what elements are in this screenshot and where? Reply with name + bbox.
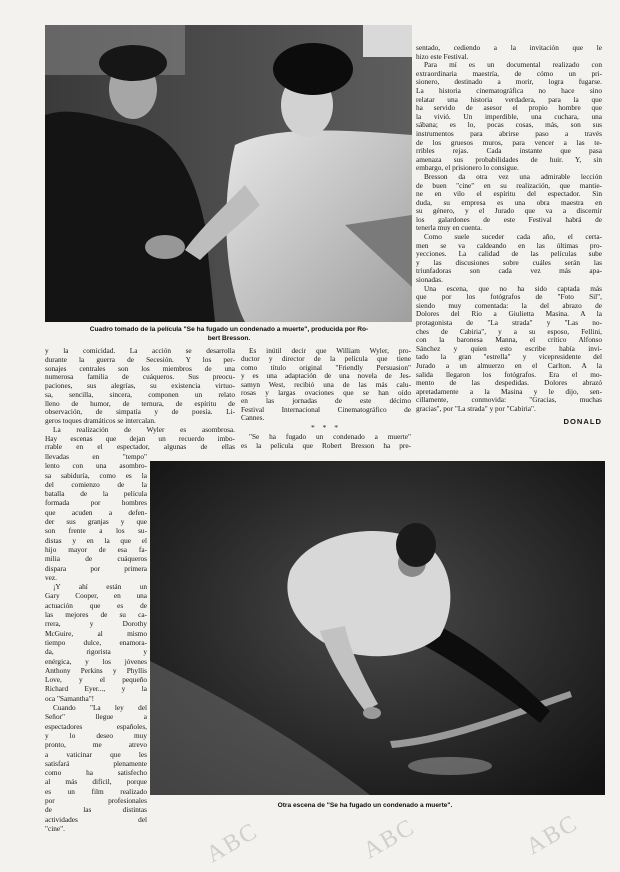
text-line: Bresson da otra vez una admirable lección bbox=[424, 172, 602, 181]
text-line: las mejores de su ca- bbox=[45, 610, 147, 620]
text-line: satisfará plenamente bbox=[45, 758, 147, 768]
paragraph bbox=[416, 233, 602, 285]
text-line: Cannes. bbox=[241, 414, 265, 423]
text-line: milia de cuáqueros bbox=[45, 554, 147, 564]
text-line: extraordinaria maestría, de cómo un pri- bbox=[416, 69, 602, 78]
text-line: son frente a los su- bbox=[45, 526, 147, 536]
text-line: espectadores españoles, bbox=[45, 721, 147, 731]
text-line: Una escena, que no ha sido captada más bbox=[424, 284, 602, 293]
text-line: la vivió. Un imperdible, una cuchara, una bbox=[416, 112, 602, 121]
paragraph bbox=[45, 703, 147, 833]
text-line: sionero, destinado a morir, logra fugarse. bbox=[416, 78, 602, 87]
text-line: a vaticinar que les bbox=[45, 749, 147, 759]
text-line: McGuire, al mismo bbox=[45, 628, 147, 638]
text-line: sionadas. bbox=[416, 276, 443, 285]
text-line: ¡Y ahí están un bbox=[53, 582, 147, 592]
text-line: cillamente, conmovida: "Gracias, muchas bbox=[416, 396, 602, 405]
text-line: samyn West, recibió una de las más calu- bbox=[241, 380, 411, 389]
text-line: pronto, me atrevo bbox=[45, 740, 147, 750]
text-line: La realización de Wyler es asombrosa. bbox=[53, 425, 235, 434]
text-line: Hay escenas que dejan un recuerdo imbo- bbox=[45, 434, 235, 443]
right-man-hair bbox=[273, 43, 353, 95]
text-line: paciones, sus alegrías, su existencia virtuo- bbox=[45, 382, 235, 390]
section-separator: * * * bbox=[311, 423, 341, 432]
text-line: como título original "Friendly Persuasion" bbox=[241, 363, 411, 372]
text-line: men se va caldeando en las últimas pro- bbox=[416, 241, 602, 250]
text-line: hijo mayor de esa fa- bbox=[45, 544, 147, 554]
paragraph bbox=[241, 433, 411, 450]
top-photo-caption bbox=[48, 325, 410, 343]
caption-line: bert Bresson. bbox=[207, 335, 251, 342]
text-line: Festival Internacional Cinematográfico de bbox=[241, 405, 411, 414]
text-line: Como suele suceder cada año, el certa- bbox=[424, 233, 602, 242]
left-man-hands bbox=[145, 235, 185, 259]
middle-column-text bbox=[241, 347, 411, 423]
text-line: sa sabiduría, como es la bbox=[45, 470, 147, 480]
text-line: Anthony Perkins y Phyllis bbox=[45, 665, 147, 675]
text-line: durante la guerra de Secesión. Y los per- bbox=[45, 355, 235, 364]
text-line: oca "Samantha"! bbox=[45, 693, 95, 703]
top-film-still-photo bbox=[45, 25, 412, 322]
text-line: Señor" llegue a bbox=[45, 712, 147, 722]
text-line: de los gruesos muros, para vencer a las te- bbox=[416, 138, 602, 147]
text-line: tado la gran "estrella" y vicepresidente del bbox=[416, 353, 602, 362]
text-line: da, rigorista y bbox=[45, 647, 147, 657]
text-line: y es una adaptación de una novela de Jes- bbox=[241, 372, 411, 381]
text-line: Dolores del Río a Giulietta Masina. A la bbox=[416, 310, 602, 319]
text-line: siendo muy comentada: la del abrazo de bbox=[416, 301, 602, 310]
text-line: rribles rejas. Cada instante que pasa bbox=[416, 147, 602, 156]
paragraph bbox=[416, 285, 602, 414]
text-line: geros toques dramáticos se intercalan. bbox=[45, 417, 156, 425]
text-line: "cine". bbox=[45, 823, 65, 833]
text-line: observación, de simpatía y de poesía. Li- bbox=[45, 408, 235, 417]
left-man-hair bbox=[99, 45, 167, 81]
text-line: yecciones. La calidad de las películas sube bbox=[416, 250, 602, 259]
text-line: Para mí es un documental realizado con bbox=[424, 61, 602, 70]
text-line: llevadas en "tempo" bbox=[45, 452, 147, 461]
floor-highlight bbox=[408, 757, 492, 775]
text-line: es la película que Robert Bresson ha pre- bbox=[241, 441, 411, 450]
text-line: es un film realizado bbox=[45, 786, 147, 796]
text-line: amenaza sus probabilidades de huir. Y, sin bbox=[416, 155, 602, 164]
paragraph bbox=[45, 452, 147, 582]
text-line: sa, sencilla, sincera, componen un relato bbox=[45, 390, 235, 399]
text-line: sonajes centrales son los miembros de una bbox=[45, 364, 235, 373]
text-line: "Se ha fugado un condenado a muerte" bbox=[249, 433, 411, 441]
text-line: y lo deseo muy bbox=[45, 730, 147, 740]
text-line: Cuando "La ley del bbox=[53, 703, 147, 713]
text-line: los galardones de este Festival habrá de bbox=[416, 215, 602, 224]
text-line: Love, y el pequeño bbox=[45, 675, 147, 685]
text-line: La historia cinematográfica no hace sino bbox=[416, 86, 602, 95]
left-column-text-upper bbox=[45, 347, 235, 452]
text-line: actividades del bbox=[45, 814, 147, 824]
text-line: que acuden a defen- bbox=[45, 507, 147, 517]
text-line: der sus granjas y que bbox=[45, 517, 147, 527]
text-line: y las discusiones sobre cuáles serán las bbox=[416, 258, 602, 267]
text-line: Sánchez y quien esto escribe había invi- bbox=[416, 344, 602, 353]
text-line: gracias", por "La strada" y por "Cabiria". bbox=[416, 404, 536, 413]
text-line: dispara por primera bbox=[45, 563, 147, 573]
caption-line: Cuadro tomado de la película "Se ha fugado un condenado a muerte", producida por Ro- bbox=[89, 326, 369, 333]
text-line: rrable en el espectador, algunas de ellas bbox=[45, 443, 235, 452]
prisoner-hair bbox=[396, 523, 436, 567]
text-line: triunfadoras son cada vez más apa- bbox=[416, 267, 602, 276]
text-line: embargo, el prisionero lo consigue. bbox=[416, 164, 519, 173]
text-line: duda, su empresa es una obra maestra en bbox=[416, 198, 602, 207]
middle-column-text-continued bbox=[241, 433, 411, 450]
text-line: al más difícil, porque bbox=[45, 777, 147, 787]
bottom-film-still-photo bbox=[150, 461, 605, 795]
prisoner-hand bbox=[363, 707, 381, 719]
text-line: protagonista de "La strada" y "Las no- bbox=[416, 319, 602, 327]
text-line: salida llegaron los fotógrafos. Era el mo- bbox=[416, 370, 602, 379]
paragraph bbox=[45, 582, 147, 703]
paragraph bbox=[416, 173, 602, 233]
text-line: del comienzo de la bbox=[45, 479, 147, 489]
text-line: como ha satisfecho bbox=[45, 768, 147, 778]
text-line: sábana; es lo, pocas cosas, más, son sus bbox=[416, 121, 602, 130]
abc-watermark: ABC bbox=[358, 813, 420, 865]
text-line: actuación que es de bbox=[45, 600, 147, 610]
text-line: apretadamente a la Masina y le dijo, sen- bbox=[416, 387, 602, 396]
text-line: rrera, y Dorothy bbox=[45, 619, 147, 629]
text-line: en las jornadas de este décimo bbox=[241, 397, 411, 406]
left-column-text-lower bbox=[45, 452, 147, 833]
text-line: numerosa familia de cuáqueros. Sus preocu- bbox=[45, 373, 235, 382]
text-line: ches de Cabiria", y a su esposo, Fellini, bbox=[416, 327, 602, 336]
text-line: ha servido de asesor el propio hombre que bbox=[416, 104, 602, 113]
text-line: batalla de la película bbox=[45, 489, 147, 499]
text-line: Es inútil decir que William Wyler, pro- bbox=[249, 347, 411, 355]
text-line: y la comicidad. La acción se desarrolla bbox=[45, 347, 235, 355]
window-light bbox=[363, 25, 412, 57]
abc-watermark: ABC bbox=[521, 809, 583, 861]
text-line: de las distintas bbox=[45, 805, 147, 815]
text-line: con la baronesa Manna, el crítico Alfonso bbox=[416, 336, 602, 345]
text-line: tiempo dulce, enamora- bbox=[45, 637, 147, 647]
text-line: hizo este Festival. bbox=[416, 52, 469, 61]
text-line: enérgica, y los jóvenes bbox=[45, 656, 147, 666]
text-line: vez. bbox=[45, 572, 57, 582]
text-line: lleno de humor, de ternura, de espíritu de bbox=[45, 399, 235, 408]
text-line: ne en vilo el espíritu del espectador. Sin bbox=[416, 190, 602, 199]
text-line: ductor y director de la película que tiene bbox=[241, 355, 411, 364]
text-line: sentado, cediendo a la invitación que le bbox=[416, 44, 602, 52]
abc-watermark: ABC bbox=[201, 817, 263, 869]
text-line: relatar una historia verdadera, para la que bbox=[416, 95, 602, 104]
text-line: Gary Cooper, en una bbox=[45, 591, 147, 601]
text-line: distas y en la que el bbox=[45, 535, 147, 545]
text-line: rosas y largas ovaciones que se han oído bbox=[241, 388, 411, 397]
paragraph bbox=[241, 347, 411, 423]
text-line: de buen "cine" en su realización, que mantie- bbox=[416, 181, 602, 190]
right-column-text bbox=[416, 44, 602, 414]
text-line: mento de las despedidas. Dolores abrazó bbox=[416, 379, 602, 388]
paragraph bbox=[416, 44, 602, 61]
paragraph bbox=[416, 61, 602, 173]
paragraph bbox=[45, 426, 235, 452]
text-line: lento con una asombro- bbox=[45, 461, 147, 471]
text-line: formada por hombres bbox=[45, 498, 147, 508]
text-line: que por los fotógrafos de "Foto Sil", bbox=[416, 293, 602, 302]
paragraph bbox=[45, 347, 235, 426]
text-line: su género, y el Jurado que va a discernir bbox=[416, 207, 602, 216]
bottom-photo-caption: Otra escena de "Se ha fugado un condenado a muerte". bbox=[277, 802, 453, 809]
text-line: tenerla muy en cuenta. bbox=[416, 224, 483, 233]
text-line: Richard Eyer..., y la bbox=[45, 684, 147, 694]
author-signature: DONALD bbox=[563, 417, 602, 426]
text-line: Jurado a un almuerzo en el Carlton. A la bbox=[416, 361, 602, 370]
text-line: instrumentos para abrirse paso a través bbox=[416, 129, 602, 138]
text-line: por profesionales bbox=[45, 795, 147, 805]
